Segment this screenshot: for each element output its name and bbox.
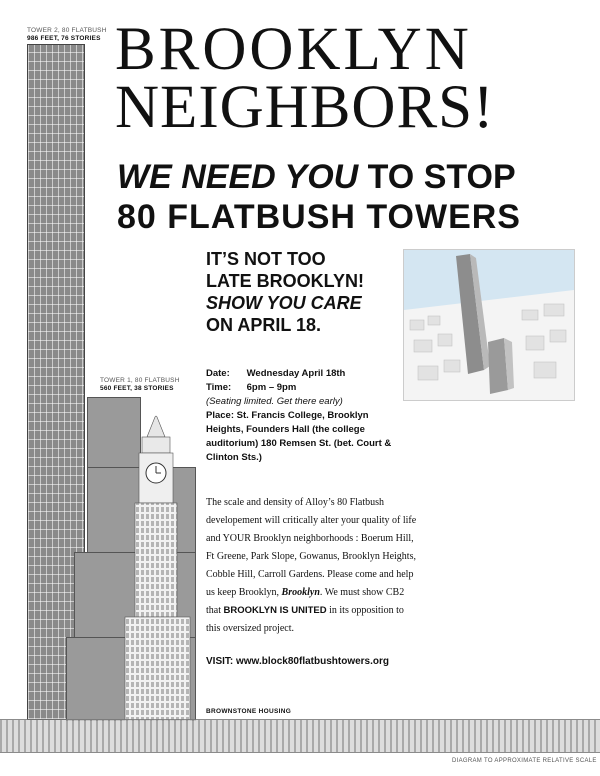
time-label: Time:: [206, 382, 232, 393]
seating-note: (Seating limited. Get there early): [206, 396, 343, 407]
tower1-size: 560 FEET, 38 STORIES: [100, 385, 174, 392]
callout-line: IT’S NOT TOO: [206, 249, 326, 269]
event-details: [206, 367, 396, 465]
tower2-name: TOWER 2, 80 FLATBUSH: [27, 27, 107, 34]
headline-80-flatbush-towers: 80 FLATBUSH TOWERS: [117, 198, 521, 236]
clock-tower-illustration: [120, 415, 200, 721]
paragraph-emphasis: Brooklyn: [281, 587, 320, 598]
date-row: [206, 367, 396, 381]
headline-to-stop: TO STOP: [367, 158, 516, 196]
brownstone-housing-illustration: [0, 719, 600, 753]
callout-line: ON APRIL 18.: [206, 315, 322, 335]
date-label: Date:: [206, 368, 230, 379]
paragraph-part3: in its opposition to this oversized project.: [206, 605, 404, 634]
tower2-size: 986 FEET, 76 STORIES: [27, 35, 101, 42]
callout-block: [206, 248, 406, 336]
place-text: Place: St. Francis College, Brooklyn Heights, Founders Hall (the college auditorium) 180 Remsen St. (bet. Court & Clinton Sts.): [206, 410, 392, 463]
tower2-label-block: [27, 27, 107, 43]
headline-we-need-you: [117, 158, 587, 196]
headline-neighbors: NEIGHBORS!: [115, 74, 495, 141]
paragraph-part2: . We must show CB2 that: [206, 587, 405, 616]
scale-note: DIAGRAM TO APPROXIMATE RELATIVE SCALE: [452, 758, 597, 764]
callout-line: SHOW YOU CARE: [206, 293, 362, 313]
tower1-name: TOWER 1, 80 FLATBUSH: [100, 377, 180, 384]
date-value: Wednesday April 18th: [246, 368, 346, 379]
time-row: [206, 381, 396, 395]
city-rendering-image: [403, 249, 575, 401]
visit-website-link[interactable]: VISIT: www.block80flatbushtowers.org: [206, 656, 389, 667]
brownstone-label: BROWNSTONE HOUSING: [206, 708, 292, 715]
callout-line: LATE BROOKLYN!: [206, 271, 365, 291]
paragraph-part1: The scale and density of Alloy’s 80 Flatbush developement will critically alter your quality of life and YOUR Brooklyn neighborhoods : Boerum Hill, Ft Greene, Park Slope, Gowanus, Brooklyn Heights, Cobble Hill, Carroll Gardens. Please come and help us keep Brooklyn,: [206, 497, 417, 598]
time-value: 6pm – 9pm: [246, 382, 297, 393]
headline-emphasis: WE NEED YOU: [117, 158, 359, 196]
paragraph-bold: BROOKLYN IS UNITED: [223, 605, 327, 616]
headline-brooklyn: BROOKLYN: [115, 16, 472, 83]
tower1-label-block: [100, 377, 180, 393]
body-paragraph: [206, 494, 420, 638]
